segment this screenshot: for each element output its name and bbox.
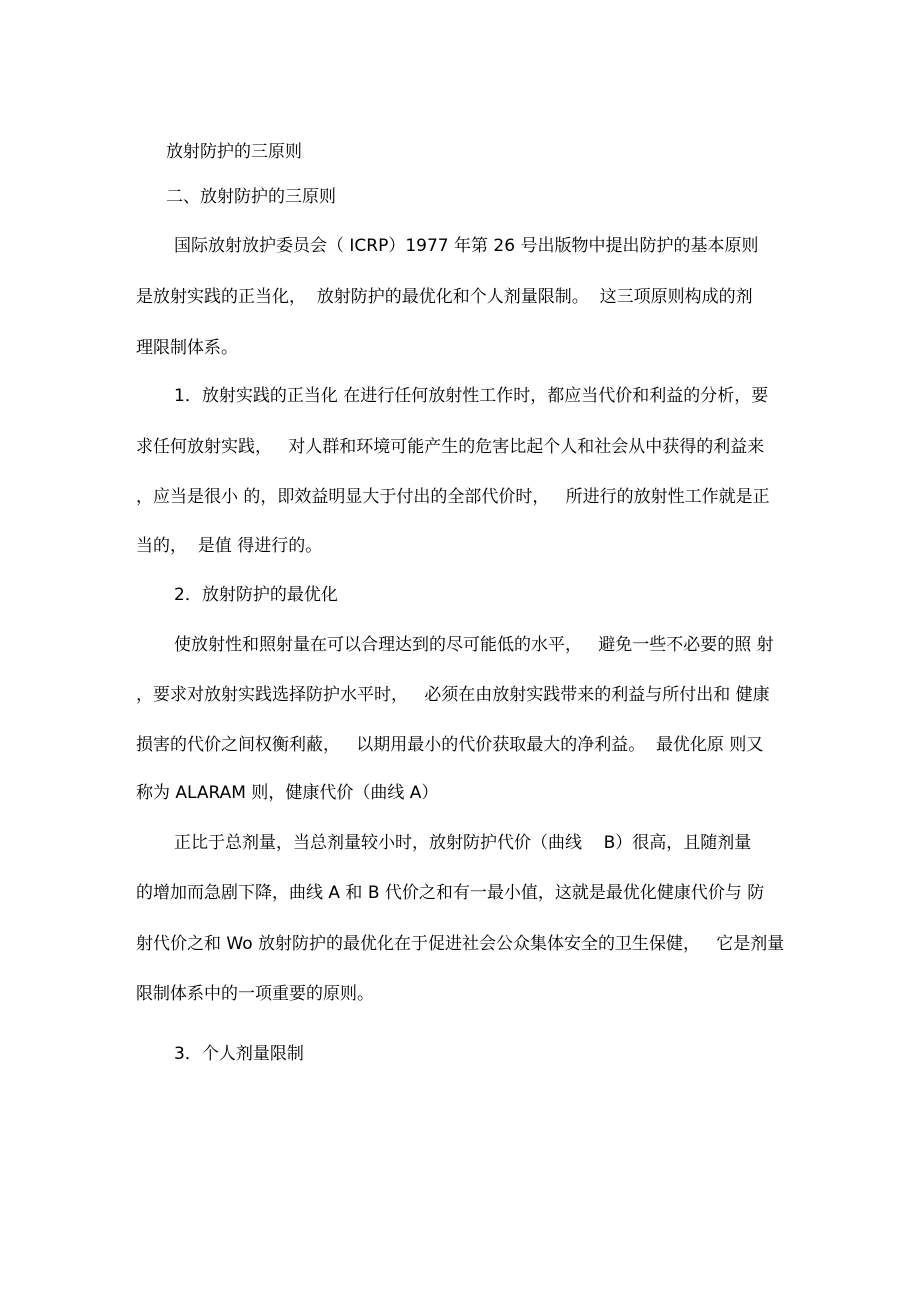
document-title: 放射防护的三原则 bbox=[166, 142, 302, 162]
paragraph-line: 求任何放射实践， 对人群和环境可能产生的危害比起个人和社会从中获得的利益来 bbox=[136, 437, 765, 457]
paragraph-line: 损害的代价之间权衡利蔽， 以期用最小的代价获取最大的净利益。 最优化原 则又 bbox=[136, 735, 764, 755]
paragraph-line: 是放射实践的正当化， 放射防护的最优化和个人剂量限制。 这三项原则构成的剂 bbox=[136, 287, 753, 307]
item2-heading: 2．放射防护的最优化 bbox=[174, 585, 338, 605]
paragraph-line: 正比于总剂量，当总剂量较小时，放射防护代价（曲线 B）很高，且随剂量 bbox=[174, 833, 752, 853]
paragraph-line: 理限制体系。 bbox=[136, 338, 238, 358]
paragraph-line: 1．放射实践的正当化 在进行任何放射性工作时，都应当代价和利益的分析，要 bbox=[174, 386, 769, 406]
paragraph-line: 射代价之和 Wo 放射防护的最优化在于促进社会公众集体安全的卫生保健， 它是剂量 bbox=[136, 934, 785, 954]
paragraph-line: 的增加而急剧下降，曲线 A 和 B 代价之和有一最小值，这就是最优化健康代价与 防 bbox=[136, 883, 765, 903]
paragraph-line: 当的， 是值 得进行的。 bbox=[136, 536, 323, 556]
paragraph-line: 国际放射放护委员会（ ICRP）1977 年第 26 号出版物中提出防护的基本原则 bbox=[174, 236, 759, 256]
item3-heading: 3．个人剂量限制 bbox=[174, 1044, 304, 1064]
paragraph-line: ，要求对放射实践选择防护水平时， 必须在由放射实践带来的利益与所付出和 健康 bbox=[136, 685, 770, 705]
paragraph-line: 称为 ALARAM 则，健康代价（曲线 A） bbox=[136, 783, 439, 803]
paragraph-line: ，应当是很小 的，即效益明显大于付出的全部代价时， 所进行的放射性工作就是正 bbox=[136, 487, 770, 507]
paragraph-line: 限制体系中的一项重要的原则。 bbox=[136, 984, 374, 1004]
section-heading: 二、放射防护的三原则 bbox=[166, 187, 336, 207]
paragraph-line: 使放射性和照射量在可以合理达到的尽可能低的水平， 避免一些不必要的照 射 bbox=[174, 635, 774, 655]
